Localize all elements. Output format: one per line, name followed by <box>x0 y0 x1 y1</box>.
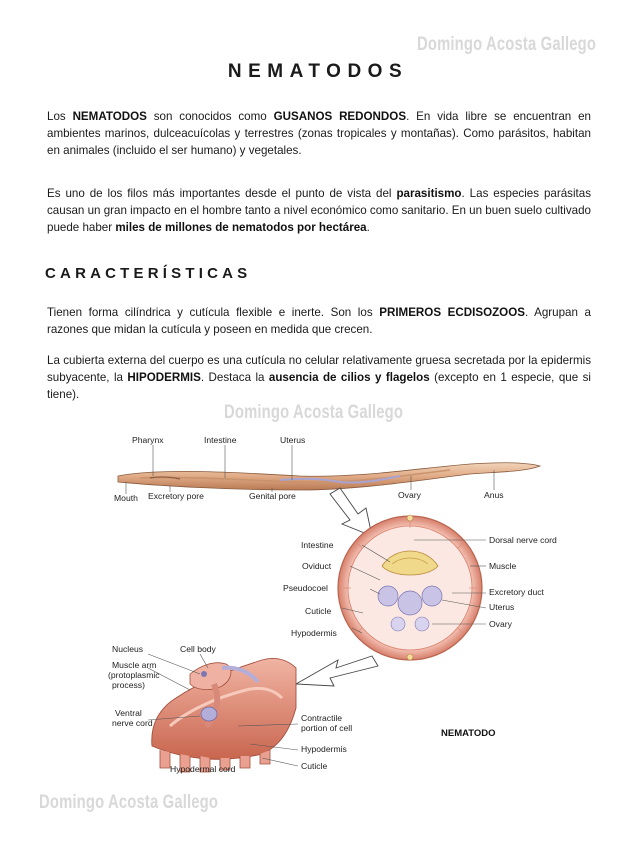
label-ovary-worm: Ovary <box>398 490 421 500</box>
figure-caption: NEMATODO <box>441 728 496 739</box>
text: (excepto en 1 especie, que si tiene). <box>47 371 591 402</box>
arrow-icon <box>296 656 378 686</box>
label-ventral-1: Ventral <box>115 708 142 718</box>
label-hypodermal-cord: Hypodermal cord <box>170 764 236 774</box>
intro-paragraph-1 <box>47 108 591 160</box>
label-pharynx: Pharynx <box>132 435 164 445</box>
text: . Agrupan a razones que midan la cutícula y poseen en medida que crecen. <box>47 306 591 337</box>
label-mouth: Mouth <box>114 493 138 503</box>
bold-term: GUSANOS REDONDOS <box>273 110 407 123</box>
label-contractile-1: Contractile <box>301 713 343 723</box>
label-hypodermis-section: Hypodermis <box>291 628 337 638</box>
label-muscle-arm-1: Muscle arm <box>112 660 157 670</box>
label-cell-body: Cell body <box>180 644 216 654</box>
muscle-cell-drawing <box>152 658 296 772</box>
watermark-middle: Domingo Acosta Gallego <box>224 402 404 423</box>
label-ventral-2: nerve cord <box>112 718 153 728</box>
label-anus: Anus <box>484 490 504 500</box>
label-dorsal-nerve-cord: Dorsal nerve cord <box>489 535 557 545</box>
intro-paragraph-2 <box>47 185 591 237</box>
arrow-icon <box>330 488 372 536</box>
text: . Destaca la <box>200 371 269 385</box>
label-ovary-section: Ovary <box>489 619 512 629</box>
label-genital-pore: Genital pore <box>249 491 296 501</box>
label-pseudocoel: Pseudocoel <box>283 583 328 593</box>
label-contractile-2: portion of cell <box>301 723 353 733</box>
text: . <box>366 221 370 235</box>
text: Tienen forma cilíndrica y cutícula flexible e inerte. Son los <box>47 306 380 319</box>
watermark-top: Domingo Acosta Gallego <box>417 34 597 55</box>
worm-drawing <box>118 463 540 490</box>
label-uterus-worm: Uterus <box>280 435 306 445</box>
bold-term: miles de millones de nematodos por hectárea <box>115 221 367 235</box>
label-intestine: Intestine <box>301 540 334 550</box>
label-cuticle-section: Cuticle <box>305 606 332 616</box>
section-heading: CARACTERÍSTICAS <box>45 265 252 282</box>
text: . Las especies parásitas causan un gran impacto en el hombre tanto a nivel económico como sanitario. En un buen suelo cultivado puede haber <box>47 187 591 235</box>
label-muscle: Muscle <box>489 561 517 571</box>
text: . En vida libre se encuentran en ambientes marinos, dulceacuícolas y terrestres (zonas tropicales y montañas). Como parásitos, habitan en animales (incluido el ser humano) y vegetales. <box>47 110 591 158</box>
nematode-figure <box>0 428 636 783</box>
label-excretory-duct: Excretory duct <box>489 587 544 597</box>
section-paragraph-2 <box>47 352 591 404</box>
bold-term: parasitismo <box>396 187 462 200</box>
bold-term: HIPODERMIS <box>127 371 201 385</box>
label-intestine-worm: Intestine <box>204 435 237 445</box>
page-title: NEMATODOS <box>227 61 409 82</box>
label-muscle-arm-3: process) <box>112 680 145 690</box>
bold-term: NEMATODOS <box>72 110 147 123</box>
label-cuticle-muscle: Cuticle <box>301 761 328 771</box>
cross-section-drawing <box>338 515 482 660</box>
watermark-bottom: Domingo Acosta Gallego <box>39 792 219 813</box>
text: La cubierta externa del cuerpo es una cutícula no celular relativamente gruesa secretada por la epidermis subyacente, la <box>47 354 591 385</box>
label-uterus-section: Uterus <box>489 602 515 612</box>
text: son conocidos como <box>146 110 274 123</box>
label-muscle-arm-2: (protoplasmic <box>108 670 160 680</box>
label-excretory-pore: Excretory pore <box>148 491 204 501</box>
bold-term: PRIMEROS ECDISOZOOS <box>379 306 525 319</box>
text: Los <box>47 110 73 123</box>
text: Es uno de los filos más importantes desde el punto de vista del <box>47 187 397 200</box>
label-oviduct: Oviduct <box>302 561 332 571</box>
bold-term: ausencia de cilios y flagelos <box>268 371 430 385</box>
label-hypodermis-muscle: Hypodermis <box>301 744 347 754</box>
section-paragraph-1 <box>47 304 591 338</box>
label-nucleus: Nucleus <box>112 644 144 654</box>
